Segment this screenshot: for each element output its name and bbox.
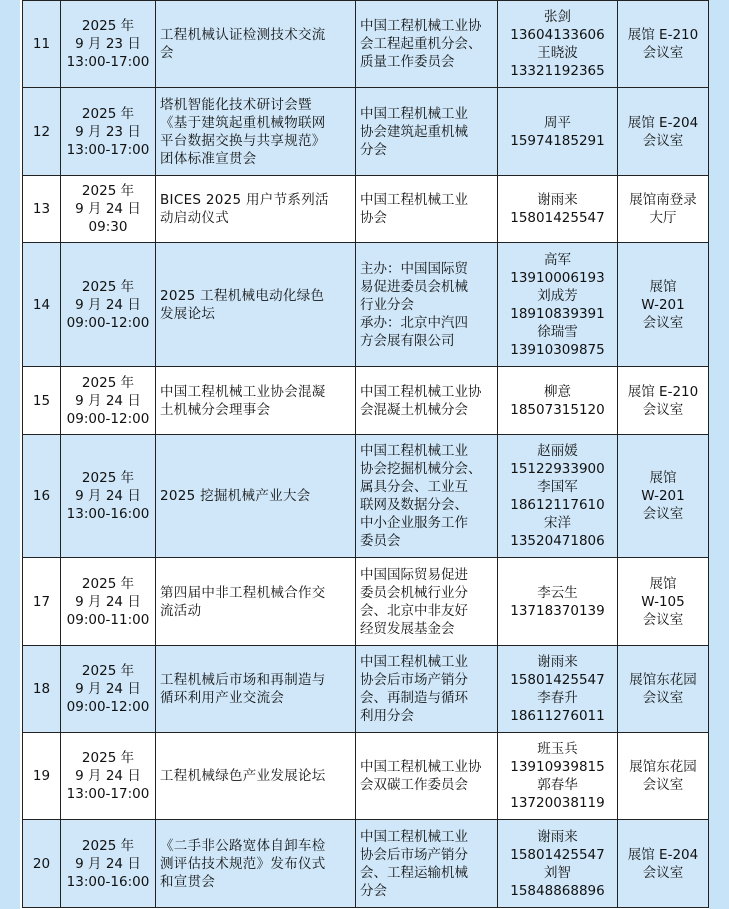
table-row — [23, 733, 709, 820]
event-contact: 高军 13910006193 刘成芳 18910839391 徐瑞雪 13910309875 — [498, 243, 618, 367]
event-date: 2025 年 9 月 24 日 13:00-17:00 — [61, 733, 156, 820]
event-title: 《二手非公路宽体自卸车检 测评估技术规范》发布仪式 和宣贯会 — [156, 820, 356, 908]
event-date: 2025 年 9 月 24 日 09:00-11:00 — [61, 558, 156, 646]
event-organizer: 中国工程机械工业 协会 — [356, 176, 498, 243]
row-number: 18 — [23, 646, 61, 733]
event-venue: 展馆南登录 大厅 — [618, 176, 709, 243]
event-contact: 谢雨来 15801425547 刘智 15848868896 — [498, 820, 618, 908]
table-row — [23, 176, 709, 243]
event-contact: 赵丽媛 15122933900 李国军 18612117610 宋洋 13520471806 — [498, 435, 618, 558]
event-date: 2025 年 9 月 24 日 09:00-12:00 — [61, 243, 156, 367]
table-row — [23, 820, 709, 908]
event-venue: 展馆 W-201 会议室 — [618, 243, 709, 367]
event-title: BICES 2025 用户节系列活 动启动仪式 — [156, 176, 356, 243]
event-title: 第四届中非工程机械合作交 流活动 — [156, 558, 356, 646]
row-number: 11 — [23, 1, 61, 88]
event-contact: 谢雨来 15801425547 — [498, 176, 618, 243]
event-date: 2025 年 9 月 24 日 13:00-16:00 — [61, 820, 156, 908]
event-contact: 李云生 13718370139 — [498, 558, 618, 646]
table-row — [23, 243, 709, 367]
event-organizer: 中国工程机械工业 协会建筑起重机械 分会 — [356, 88, 498, 176]
event-organizer: 中国工程机械工业协 会工程起重机分会、 质量工作委员会 — [356, 1, 498, 88]
row-number: 14 — [23, 243, 61, 367]
event-schedule-table — [22, 0, 709, 908]
row-number: 16 — [23, 435, 61, 558]
event-contact: 谢雨来 15801425547 李春升 18611276011 — [498, 646, 618, 733]
event-date: 2025 年 9 月 24 日 09:00-12:00 — [61, 646, 156, 733]
event-title: 2025 挖掘机械产业大会 — [156, 435, 356, 558]
event-title: 工程机械认证检测技术交流 会 — [156, 1, 356, 88]
event-title: 2025 工程机械电动化绿色 发展论坛 — [156, 243, 356, 367]
event-venue: 展馆 E-204 会议室 — [618, 820, 709, 908]
event-date: 2025 年 9 月 24 日 09:30 — [61, 176, 156, 243]
event-organizer: 中国工程机械工业 协会后市场产销分 会、工程运输机械 分会 — [356, 820, 498, 908]
event-venue: 展馆 E-210 会议室 — [618, 367, 709, 435]
row-number: 13 — [23, 176, 61, 243]
event-venue: 展馆 W-105 会议室 — [618, 558, 709, 646]
event-contact: 柳意 18507315120 — [498, 367, 618, 435]
event-date: 2025 年 9 月 24 日 09:00-12:00 — [61, 367, 156, 435]
event-organizer: 中国工程机械工业 协会挖掘机械分会、 属具分会、工业互 联网及数据分会、 中小企业服务工作 委员会 — [356, 435, 498, 558]
table-row — [23, 558, 709, 646]
event-venue: 展馆 W-201 会议室 — [618, 435, 709, 558]
event-contact: 张剑 13604133606 王晓波 13321192365 — [498, 1, 618, 88]
event-organizer: 中国工程机械工业协 会混凝土机械分会 — [356, 367, 498, 435]
event-organizer: 主办：中国国际贸 易促进委员会机械 行业分会 承办：北京中汽四 方会展有限公司 — [356, 243, 498, 367]
row-number: 17 — [23, 558, 61, 646]
event-venue: 展馆 E-204 会议室 — [618, 88, 709, 176]
event-organizer: 中国工程机械工业协 会双碳工作委员会 — [356, 733, 498, 820]
event-organizer: 中国国际贸易促进 委员会机械行业分 会、北京中非友好 经贸发展基金会 — [356, 558, 498, 646]
event-venue: 展馆东花园 会议室 — [618, 646, 709, 733]
event-venue: 展馆东花园 会议室 — [618, 733, 709, 820]
row-number: 19 — [23, 733, 61, 820]
event-date: 2025 年 9 月 23 日 13:00-17:00 — [61, 88, 156, 176]
event-contact: 周平 15974185291 — [498, 88, 618, 176]
event-date: 2025 年 9 月 23 日 13:00-17:00 — [61, 1, 156, 88]
event-title: 工程机械后市场和再制造与 循环利用产业交流会 — [156, 646, 356, 733]
table-row — [23, 646, 709, 733]
row-number: 12 — [23, 88, 61, 176]
event-contact: 班玉兵 13910939815 郭春华 13720038119 — [498, 733, 618, 820]
event-organizer: 中国工程机械工业 协会后市场产销分 会、再制造与循环 利用分会 — [356, 646, 498, 733]
row-number: 15 — [23, 367, 61, 435]
row-number: 20 — [23, 820, 61, 908]
table-row — [23, 1, 709, 88]
table-row — [23, 435, 709, 558]
event-title: 塔机智能化技术研讨会暨 《基于建筑起重机械物联网 平台数据交换与共享规范》 团体标准宣贯会 — [156, 88, 356, 176]
event-title: 中国工程机械工业协会混凝 土机械分会理事会 — [156, 367, 356, 435]
event-venue: 展馆 E-210 会议室 — [618, 1, 709, 88]
event-date: 2025 年 9 月 24 日 13:00-16:00 — [61, 435, 156, 558]
table-row — [23, 88, 709, 176]
event-title: 工程机械绿色产业发展论坛 — [156, 733, 356, 820]
table-row — [23, 367, 709, 435]
